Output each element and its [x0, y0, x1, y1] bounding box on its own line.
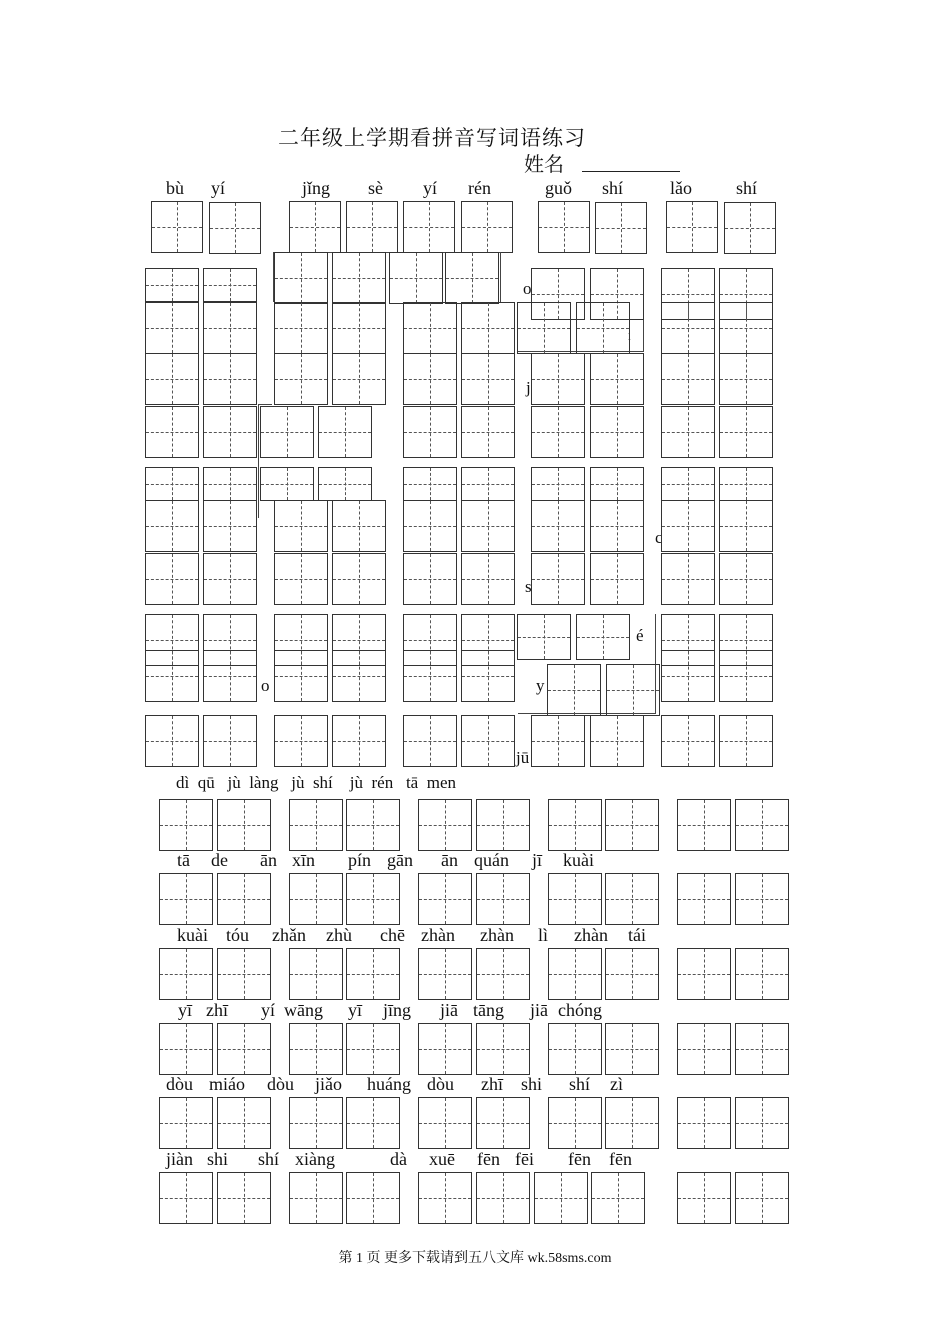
writing-box[interactable] [719, 500, 773, 552]
pinyin: dòu [267, 1074, 294, 1094]
writing-box[interactable] [719, 715, 773, 767]
pinyin: shí [569, 1074, 591, 1094]
writing-box[interactable] [461, 500, 515, 552]
pinyin: dòu [427, 1074, 454, 1094]
pinyin: yī [178, 1000, 193, 1020]
pinyin: gān [387, 850, 413, 870]
writing-box[interactable] [735, 1097, 789, 1149]
writing-box[interactable] [590, 406, 644, 458]
writing-box[interactable] [274, 353, 328, 405]
writing-box[interactable] [547, 664, 601, 716]
page-footer: 第 1 页 更多下载请到五八文库 wk.58sms.com [338, 1251, 612, 1266]
worksheet-title: 二年级上学期看拼音写词语练习 [278, 126, 586, 150]
pinyin: xuē [429, 1149, 455, 1169]
writing-box[interactable] [418, 1023, 472, 1075]
writing-box[interactable] [289, 873, 343, 925]
writing-box[interactable] [203, 650, 257, 702]
pinyin: tái [628, 925, 646, 945]
writing-box[interactable] [591, 1172, 645, 1224]
pinyin: shi [521, 1074, 543, 1094]
writing-box[interactable] [719, 406, 773, 458]
writing-box[interactable] [274, 302, 328, 354]
writing-box[interactable] [217, 1172, 271, 1224]
writing-box[interactable] [159, 1023, 213, 1075]
pinyin: shi [207, 1149, 229, 1169]
pinyin: xiàng [295, 1149, 335, 1169]
writing-box[interactable] [145, 467, 199, 501]
writing-box[interactable] [346, 1097, 400, 1149]
writing-box[interactable] [548, 799, 602, 851]
writing-box[interactable] [677, 873, 731, 925]
writing-box[interactable] [332, 252, 386, 304]
name-label: 姓名 [524, 152, 564, 176]
writing-box[interactable] [418, 873, 472, 925]
writing-box[interactable] [145, 268, 199, 302]
pinyin: tā [177, 850, 190, 870]
pinyin-fragment: y [536, 676, 545, 695]
writing-box[interactable] [389, 252, 443, 304]
pinyin: zì [610, 1074, 623, 1094]
pinyin: fēi [515, 1149, 534, 1169]
writing-box[interactable] [476, 799, 530, 851]
writing-box[interactable] [677, 1172, 731, 1224]
pinyin: guǒ [545, 178, 572, 198]
pinyin: jiā [530, 1000, 548, 1020]
writing-box[interactable] [605, 1023, 659, 1075]
writing-box[interactable] [476, 1097, 530, 1149]
writing-box[interactable] [418, 1172, 472, 1224]
pinyin: zhàn [574, 925, 608, 945]
writing-box[interactable] [719, 467, 773, 501]
writing-box[interactable] [735, 1172, 789, 1224]
pinyin: lǎo [670, 178, 692, 198]
writing-box[interactable] [606, 664, 660, 716]
writing-box[interactable] [476, 873, 530, 925]
writing-box[interactable] [461, 553, 515, 605]
pinyin: dà [390, 1149, 407, 1169]
writing-box[interactable] [531, 715, 585, 767]
writing-box[interactable] [735, 948, 789, 1000]
writing-box[interactable] [159, 799, 213, 851]
writing-box[interactable] [203, 715, 257, 767]
writing-box[interactable] [145, 715, 199, 767]
writing-box[interactable] [517, 302, 571, 354]
pinyin: xīn [292, 850, 316, 870]
pinyin: zhī [206, 1000, 228, 1020]
writing-box[interactable] [203, 500, 257, 552]
writing-box[interactable] [735, 873, 789, 925]
writing-box[interactable] [346, 1172, 400, 1224]
pinyin: ān [441, 850, 458, 870]
pinyin-fragment: é [636, 626, 644, 645]
writing-box[interactable] [145, 500, 199, 552]
pinyin: rén [468, 178, 491, 198]
writing-box[interactable] [719, 650, 773, 702]
writing-box[interactable] [476, 1172, 530, 1224]
pinyin-fragment: j [526, 378, 531, 397]
pinyin-fragment: o [523, 279, 532, 298]
writing-box[interactable] [159, 873, 213, 925]
writing-box[interactable] [217, 799, 271, 851]
writing-box[interactable] [605, 1097, 659, 1149]
writing-box[interactable] [217, 948, 271, 1000]
writing-box[interactable] [605, 948, 659, 1000]
writing-box[interactable] [159, 948, 213, 1000]
writing-box[interactable] [203, 406, 257, 458]
writing-box[interactable] [461, 715, 515, 767]
writing-box[interactable] [145, 302, 199, 354]
writing-box[interactable] [274, 553, 328, 605]
writing-box[interactable] [590, 553, 644, 605]
pinyin-fragment: c [655, 528, 663, 547]
writing-box[interactable] [260, 467, 314, 501]
writing-box[interactable] [661, 500, 715, 552]
writing-box[interactable] [531, 500, 585, 552]
writing-box[interactable] [445, 252, 499, 304]
pinyin: jǐng [302, 178, 331, 198]
pinyin: jiā [440, 1000, 458, 1020]
writing-box[interactable] [661, 715, 715, 767]
writing-box[interactable] [735, 799, 789, 851]
writing-box[interactable] [274, 650, 328, 702]
pinyin: miáo [209, 1074, 245, 1094]
pinyin-fragment: jū [516, 748, 530, 767]
writing-box[interactable] [318, 467, 372, 501]
name-blank-line[interactable] [582, 171, 680, 172]
writing-box[interactable] [332, 500, 386, 552]
writing-box[interactable] [548, 1023, 602, 1075]
writing-box[interactable] [403, 353, 457, 405]
writing-box[interactable] [145, 353, 199, 405]
pinyin: tāng [473, 1000, 504, 1020]
pinyin: jī [532, 850, 543, 870]
pinyin: jiàn [166, 1149, 193, 1169]
writing-box[interactable] [461, 650, 515, 702]
pinyin: chē [380, 925, 405, 945]
writing-box[interactable] [403, 406, 457, 458]
pinyin: shí [258, 1149, 280, 1169]
writing-box[interactable] [677, 1023, 731, 1075]
writing-box[interactable] [274, 715, 328, 767]
pinyin: shí [736, 178, 758, 198]
pinyin: tóu [226, 925, 250, 945]
writing-box[interactable] [735, 1023, 789, 1075]
writing-box[interactable] [318, 406, 372, 458]
writing-box[interactable] [661, 302, 715, 354]
writing-box[interactable] [418, 1097, 472, 1149]
pinyin: yí [261, 1000, 276, 1020]
pinyin: shí [602, 178, 624, 198]
writing-box[interactable] [531, 353, 585, 405]
writing-box[interactable] [418, 799, 472, 851]
writing-box[interactable] [677, 799, 731, 851]
writing-box[interactable] [403, 500, 457, 552]
writing-box[interactable] [590, 353, 644, 405]
writing-box[interactable] [145, 553, 199, 605]
writing-box[interactable] [332, 650, 386, 702]
writing-box[interactable] [595, 202, 647, 254]
writing-box[interactable] [260, 406, 314, 458]
pinyin: kuài [177, 925, 208, 945]
writing-box[interactable] [145, 650, 199, 702]
writing-box[interactable] [590, 500, 644, 552]
writing-box[interactable] [289, 1097, 343, 1149]
writing-box[interactable] [719, 353, 773, 405]
writing-box[interactable] [661, 553, 715, 605]
writing-box[interactable] [476, 1023, 530, 1075]
pinyin: ān [260, 850, 277, 870]
writing-box[interactable] [151, 201, 203, 253]
writing-box[interactable] [538, 201, 590, 253]
writing-box[interactable] [461, 406, 515, 458]
writing-box[interactable] [332, 715, 386, 767]
pinyin: zhàn [480, 925, 514, 945]
writing-box[interactable] [461, 201, 513, 253]
pinyin-fragment: o [261, 676, 270, 695]
writing-box[interactable] [203, 467, 257, 501]
writing-box[interactable] [346, 1023, 400, 1075]
writing-box[interactable] [605, 799, 659, 851]
writing-box[interactable] [217, 1097, 271, 1149]
pinyin: fēn [477, 1149, 500, 1169]
writing-box[interactable] [677, 1097, 731, 1149]
writing-box[interactable] [159, 1097, 213, 1149]
writing-box[interactable] [403, 553, 457, 605]
pinyin: jīng [383, 1000, 412, 1020]
writing-box[interactable] [661, 406, 715, 458]
pinyin: zhàn [421, 925, 455, 945]
writing-box[interactable] [289, 201, 341, 253]
pinyin: bù [166, 178, 184, 198]
writing-box[interactable] [403, 650, 457, 702]
pinyin: jiǎo [315, 1074, 342, 1094]
writing-box[interactable] [661, 650, 715, 702]
writing-box[interactable] [274, 252, 328, 304]
writing-box[interactable] [719, 302, 773, 354]
garbled-pinyin-line: dì qū jù làng jù shí jù rén tā men [176, 773, 456, 792]
writing-box[interactable] [289, 799, 343, 851]
writing-box[interactable] [548, 873, 602, 925]
pinyin: zhǎn [272, 925, 306, 945]
writing-box[interactable] [590, 467, 644, 501]
pinyin: kuài [563, 850, 594, 870]
pinyin-fragment: l [628, 332, 631, 343]
writing-box[interactable] [531, 467, 585, 501]
writing-box[interactable] [346, 948, 400, 1000]
pinyin: chóng [558, 1000, 602, 1020]
writing-box[interactable] [289, 1172, 343, 1224]
writing-box[interactable] [677, 948, 731, 1000]
pinyin: yī [348, 1000, 363, 1020]
pinyin: yí [423, 178, 438, 198]
writing-box[interactable] [548, 948, 602, 1000]
writing-box[interactable] [217, 873, 271, 925]
writing-box[interactable] [332, 353, 386, 405]
pinyin: dòu [166, 1074, 193, 1094]
writing-box[interactable] [461, 302, 515, 354]
writing-box[interactable] [517, 614, 571, 660]
pinyin: de [211, 850, 228, 870]
writing-box[interactable] [461, 353, 515, 405]
writing-box[interactable] [346, 799, 400, 851]
writing-box[interactable] [590, 715, 644, 767]
pinyin: zhī [481, 1074, 503, 1094]
pinyin: pín [348, 850, 372, 870]
writing-box[interactable] [145, 406, 199, 458]
writing-box[interactable] [403, 467, 457, 501]
pinyin: quán [474, 850, 509, 870]
writing-box[interactable] [719, 553, 773, 605]
writing-box[interactable] [203, 302, 257, 354]
writing-box[interactable] [661, 353, 715, 405]
writing-box[interactable] [289, 948, 343, 1000]
writing-box[interactable] [576, 302, 630, 354]
pinyin: wāng [284, 1000, 323, 1020]
writing-box[interactable] [217, 1023, 271, 1075]
writing-box[interactable] [403, 201, 455, 253]
writing-box[interactable] [531, 406, 585, 458]
writing-box[interactable] [461, 467, 515, 501]
pinyin: lì [538, 925, 549, 945]
writing-box[interactable] [346, 201, 398, 253]
pinyin: sè [368, 178, 383, 198]
writing-box[interactable] [346, 873, 400, 925]
writing-box[interactable] [534, 1172, 588, 1224]
writing-box[interactable] [403, 715, 457, 767]
writing-box[interactable] [605, 873, 659, 925]
writing-box[interactable] [289, 1023, 343, 1075]
writing-box[interactable] [724, 202, 776, 254]
writing-box[interactable] [661, 467, 715, 501]
writing-box[interactable] [403, 302, 457, 354]
writing-box[interactable] [203, 268, 257, 302]
writing-box[interactable] [203, 353, 257, 405]
pinyin: yí [211, 178, 226, 198]
writing-box[interactable] [418, 948, 472, 1000]
writing-box[interactable] [548, 1097, 602, 1149]
writing-box[interactable] [332, 302, 386, 354]
writing-box[interactable] [531, 553, 585, 605]
writing-box[interactable] [576, 614, 630, 660]
writing-box[interactable] [159, 1172, 213, 1224]
pinyin-fragment: s [525, 577, 532, 596]
writing-box[interactable] [209, 202, 261, 254]
writing-box[interactable] [274, 500, 328, 552]
writing-box[interactable] [476, 948, 530, 1000]
pinyin: fēn [609, 1149, 632, 1169]
pinyin: zhù [326, 925, 352, 945]
pinyin: fēn [568, 1149, 591, 1169]
writing-box[interactable] [203, 553, 257, 605]
pinyin: huáng [367, 1074, 411, 1094]
writing-box[interactable] [666, 201, 718, 253]
writing-box[interactable] [332, 553, 386, 605]
